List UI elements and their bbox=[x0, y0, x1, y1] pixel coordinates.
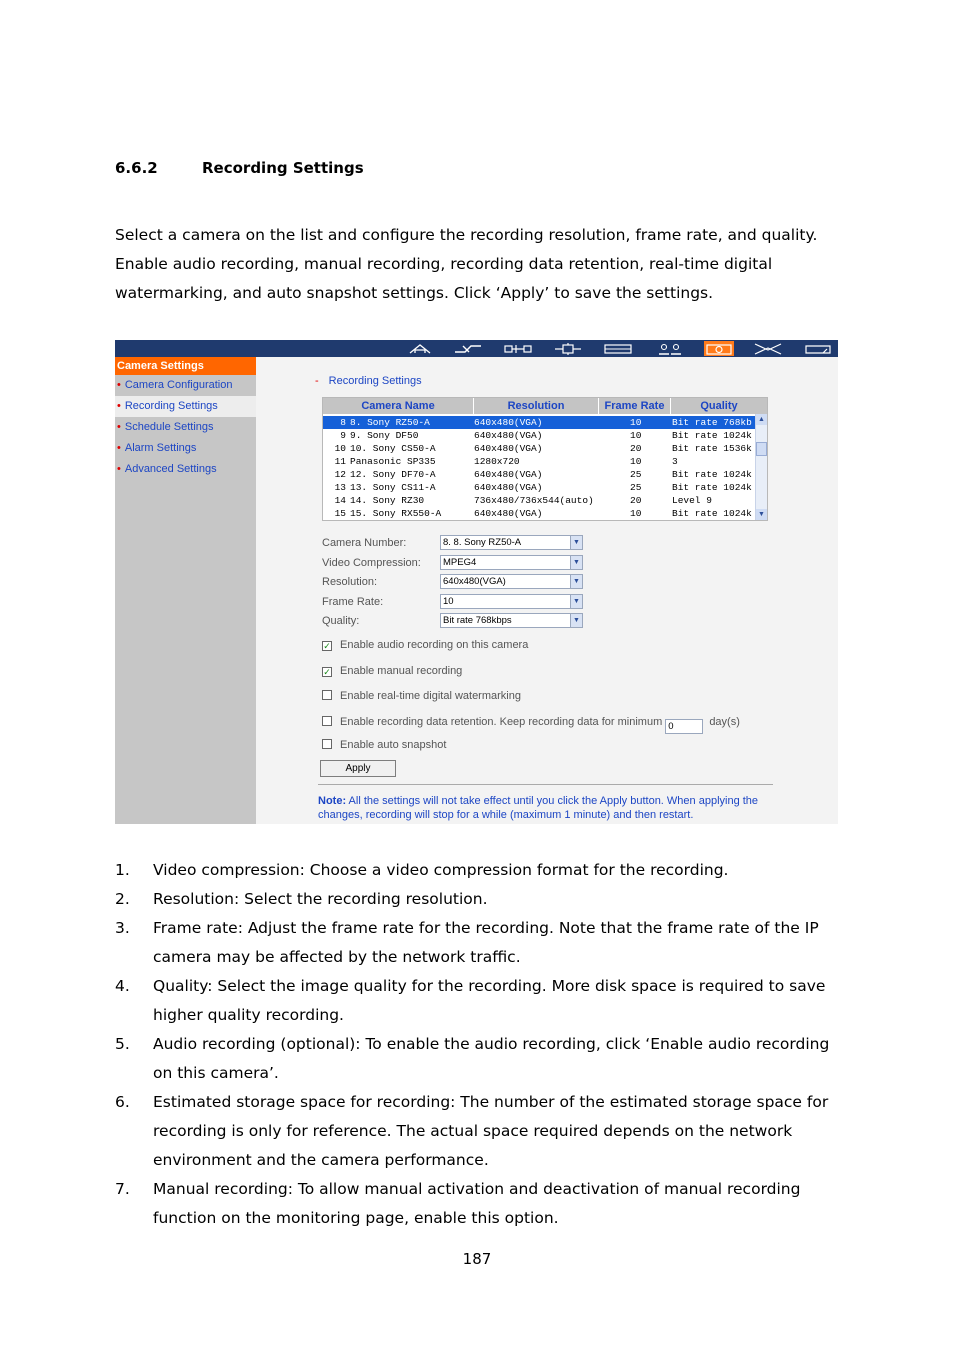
top-toolbar bbox=[115, 340, 838, 357]
cell-resolution: 640x480(VGA) bbox=[474, 443, 543, 454]
section-number: 6.6.2 bbox=[115, 159, 158, 177]
intro-paragraph: Select a camera on the list and configure the recording resolution, frame rate, and quality. Enable audio recording, manual recording, recording data retention, real-time digital watermarking, and auto snapshot settings. Click ‘Apply’ to save the settings. bbox=[115, 226, 818, 302]
list-item-number: 6. bbox=[115, 1093, 130, 1111]
recording-form bbox=[322, 534, 622, 632]
sidebar-item-alarm-settings[interactable] bbox=[115, 438, 256, 459]
sidebar-item-label: Schedule Settings bbox=[124, 421, 214, 433]
bullet-icon: • bbox=[117, 379, 121, 391]
cell-quality: Bit rate 1024k bbox=[672, 430, 752, 441]
table-row[interactable] bbox=[323, 416, 755, 429]
cell-quality: Bit rate 768kb bbox=[672, 417, 752, 428]
section-heading bbox=[115, 159, 364, 177]
cell-quality: Bit rate 1024k bbox=[672, 469, 752, 480]
home-icon[interactable] bbox=[405, 341, 435, 356]
cell-frame-rate: 10 bbox=[630, 508, 642, 519]
settings-sidebar bbox=[115, 357, 256, 824]
cell-frame-rate: 10 bbox=[630, 456, 642, 467]
cell-quality: Bit rate 1536k bbox=[672, 443, 752, 454]
audio-recording-option[interactable] bbox=[322, 639, 528, 651]
list-item-number: 3. bbox=[115, 919, 130, 937]
list-item-text: Audio recording (optional): To enable the audio recording, click ‘Enable audio recording on this camera’. bbox=[153, 1035, 830, 1082]
sidebar-item-recording-settings[interactable] bbox=[115, 396, 256, 417]
network-settings-icon[interactable] bbox=[553, 341, 583, 356]
apply-button[interactable]: Apply bbox=[320, 760, 396, 777]
manual-recording-checkbox[interactable]: ✓ bbox=[323, 667, 331, 677]
cell-camera-name: 8. Sony RZ50-A bbox=[350, 417, 430, 428]
list-item-text: Video compression: Choose a video compression format for the recording. bbox=[153, 861, 729, 879]
frame-rate-select[interactable] bbox=[440, 594, 583, 609]
cell-camera-name: 10. Sony CS50-A bbox=[350, 443, 436, 454]
col-camera-name: Camera Name bbox=[323, 398, 474, 414]
cell-resolution: 640x480(VGA) bbox=[474, 417, 543, 428]
page-number: 187 bbox=[462, 1250, 492, 1268]
list-item-number: 2. bbox=[115, 890, 130, 908]
cell-frame-rate: 20 bbox=[630, 495, 642, 506]
list-item-text: Resolution: Select the recording resolution. bbox=[153, 890, 488, 908]
video-compression-row bbox=[322, 554, 622, 574]
auto-snapshot-option[interactable] bbox=[322, 739, 446, 751]
note-body: All the settings will not take effect until you click the Apply button. When applying the changes, recording will stop for a while (maximum 1 minute) and then restart. bbox=[318, 795, 759, 821]
table-row[interactable] bbox=[323, 507, 755, 520]
cell-quality: Bit rate 1024k bbox=[672, 508, 752, 519]
camera-settings-icon[interactable] bbox=[704, 341, 734, 356]
sidebar-item-label: Camera Configuration bbox=[124, 379, 233, 391]
quality-select[interactable] bbox=[440, 613, 583, 628]
user-management-icon[interactable] bbox=[655, 341, 685, 356]
numbered-list bbox=[115, 856, 845, 1233]
list-item bbox=[115, 972, 845, 1030]
resolution-select[interactable] bbox=[440, 574, 583, 589]
retention-label: Enable recording data retention. Keep recording data for minimum bbox=[340, 716, 663, 728]
scroll-down-icon[interactable]: ▼ bbox=[756, 509, 767, 520]
manual-recording-option[interactable] bbox=[322, 665, 462, 677]
camera-number-label: Camera Number: bbox=[322, 537, 407, 549]
cell-frame-rate: 10 bbox=[630, 417, 642, 428]
quick-config-icon[interactable] bbox=[453, 341, 483, 356]
list-item-number: 4. bbox=[115, 977, 130, 995]
resolution-label: Resolution: bbox=[322, 576, 378, 588]
system-tools-icon[interactable] bbox=[753, 341, 783, 356]
list-item bbox=[115, 1030, 845, 1088]
cell-frame-rate: 20 bbox=[630, 443, 642, 454]
frame-rate-label: Frame Rate: bbox=[322, 595, 384, 608]
chevron-down-icon: ▼ bbox=[570, 536, 582, 549]
cell-resolution: 640x480(VGA) bbox=[474, 430, 543, 441]
cell-quality: Bit rate 1024k bbox=[672, 482, 752, 493]
chevron-down-icon: ▼ bbox=[570, 614, 582, 627]
sidebar-item-label: Advanced Settings bbox=[124, 463, 217, 475]
table-scrollbar[interactable] bbox=[755, 414, 767, 520]
table-row[interactable] bbox=[323, 481, 755, 494]
list-item-number: 1. bbox=[115, 861, 130, 879]
list-item bbox=[115, 885, 845, 914]
col-resolution: Resolution bbox=[474, 398, 599, 414]
camera-number-value: 8. 8. Sony RZ50-A bbox=[443, 537, 522, 548]
list-item bbox=[115, 856, 845, 885]
section-title: Recording Settings bbox=[202, 159, 364, 177]
table-row[interactable] bbox=[323, 468, 755, 481]
cell-camera-name: 14. Sony RZ30 bbox=[350, 495, 425, 506]
cell-resolution: 640x480(VGA) bbox=[474, 508, 543, 519]
table-body bbox=[323, 416, 755, 520]
watermark-checkbox[interactable] bbox=[322, 690, 332, 700]
frame-rate-row bbox=[322, 593, 622, 613]
retention-checkbox[interactable] bbox=[322, 716, 332, 726]
cell-camera-name: 13. Sony CS11-A bbox=[350, 482, 436, 493]
video-compression-select[interactable] bbox=[440, 555, 583, 570]
system-settings-icon[interactable] bbox=[503, 341, 533, 356]
watermark-label: Enable real-time digital watermarking bbox=[340, 690, 521, 702]
table-row[interactable] bbox=[323, 494, 755, 507]
chevron-down-icon: ▼ bbox=[570, 556, 582, 569]
sidebar-item-label: Recording Settings bbox=[124, 400, 218, 412]
cell-camera-name: 9. Sony DF50 bbox=[350, 430, 419, 441]
row-index: 13 bbox=[334, 482, 346, 493]
table-row[interactable] bbox=[323, 442, 755, 455]
retention-option[interactable] bbox=[322, 716, 740, 734]
bullet-icon: • bbox=[117, 442, 121, 454]
note-text bbox=[318, 794, 778, 822]
sidebar-item-schedule-settings[interactable] bbox=[115, 417, 256, 438]
list-item-text: Frame rate: Adjust the frame rate for the recording. Note that the frame rate of the IP camera may be affected by the network traffic. bbox=[153, 919, 819, 966]
list-item-text: Manual recording: To allow manual activation and deactivation of manual recording function on the monitoring page, enable this option. bbox=[153, 1180, 801, 1227]
cell-camera-name: Panasonic SP335 bbox=[350, 456, 436, 467]
recording-settings-screenshot bbox=[115, 340, 838, 824]
table-row[interactable] bbox=[323, 429, 755, 442]
resolution-value: 640x480(VGA) bbox=[443, 576, 506, 587]
cell-camera-name: 15. Sony RX550-A bbox=[350, 508, 442, 519]
system-logs-icon[interactable] bbox=[803, 341, 833, 356]
bullet-icon: • bbox=[117, 421, 121, 433]
col-quality: Quality bbox=[700, 400, 738, 412]
list-item bbox=[115, 1175, 845, 1233]
quality-row bbox=[322, 612, 622, 632]
content-panel bbox=[256, 357, 838, 824]
scroll-thumb[interactable] bbox=[756, 442, 767, 456]
manual-recording-label: Enable manual recording bbox=[340, 665, 463, 677]
storage-settings-icon[interactable] bbox=[603, 341, 633, 356]
row-index: 8 bbox=[340, 417, 346, 428]
row-index: 12 bbox=[334, 469, 346, 480]
cell-resolution: 736x480/736x544(auto) bbox=[474, 495, 594, 506]
list-item-number: 7. bbox=[115, 1180, 130, 1198]
chevron-down-icon: ▼ bbox=[570, 595, 582, 608]
breadcrumb-label: Recording Settings bbox=[328, 375, 422, 387]
retention-days-input[interactable]: 0 bbox=[665, 719, 703, 734]
camera-list-table bbox=[322, 397, 768, 521]
frame-rate-value: 10 bbox=[443, 595, 454, 607]
breadcrumb bbox=[315, 375, 422, 387]
camera-number-row bbox=[322, 534, 622, 554]
list-item-text: Quality: Select the image quality for the recording. More disk space is required to save higher quality recording. bbox=[153, 977, 826, 1024]
cell-frame-rate: 25 bbox=[630, 482, 642, 493]
list-item-number: 5. bbox=[115, 1035, 130, 1053]
row-index: 11 bbox=[334, 456, 346, 467]
cell-resolution: 640x480(VGA) bbox=[474, 482, 543, 493]
cell-quality: Level 9 bbox=[672, 495, 712, 506]
col-frame-rate: Frame Rate bbox=[599, 398, 671, 414]
video-compression-value: MPEG4 bbox=[443, 556, 477, 568]
row-index: 14 bbox=[334, 495, 346, 506]
auto-snapshot-checkbox[interactable] bbox=[322, 739, 332, 749]
cell-camera-name: 12. Sony DF70-A bbox=[350, 469, 436, 480]
table-row[interactable] bbox=[323, 455, 755, 468]
list-item-text: Estimated storage space for recording: The number of the estimated storage space for recording is only for reference. The actual space required depends on the network environment and the camera performance. bbox=[153, 1093, 829, 1169]
list-item bbox=[115, 914, 845, 972]
cell-resolution: 640x480(VGA) bbox=[474, 469, 543, 480]
sidebar-item-label: Alarm Settings bbox=[124, 442, 197, 454]
watermark-option[interactable] bbox=[322, 690, 521, 702]
quality-label: Quality: bbox=[322, 615, 360, 627]
chevron-down-icon: ▼ bbox=[570, 575, 582, 588]
quality-value: Bit rate 768kbps bbox=[443, 615, 512, 626]
collapse-icon[interactable]: - bbox=[315, 375, 319, 387]
table-header bbox=[323, 398, 767, 414]
scroll-up-icon[interactable]: ▲ bbox=[756, 414, 767, 425]
bullet-icon: • bbox=[117, 400, 121, 412]
sidebar-title: Camera Settings bbox=[115, 357, 256, 375]
auto-snapshot-label: Enable auto snapshot bbox=[340, 739, 447, 751]
divider bbox=[318, 784, 773, 785]
row-index: 9 bbox=[340, 430, 346, 441]
cell-frame-rate: 25 bbox=[630, 469, 642, 480]
audio-recording-label: Enable audio recording on this camera bbox=[340, 639, 529, 651]
cell-frame-rate: 10 bbox=[630, 430, 642, 441]
cell-quality: 3 bbox=[672, 456, 678, 467]
sidebar-item-advanced-settings[interactable] bbox=[115, 459, 256, 480]
list-item bbox=[115, 1088, 845, 1175]
bullet-icon: • bbox=[117, 463, 121, 475]
sidebar-item-camera-configuration[interactable] bbox=[115, 375, 256, 396]
cell-resolution: 1280x720 bbox=[474, 456, 520, 467]
note-label: Note: bbox=[318, 795, 347, 807]
audio-recording-checkbox[interactable]: ✓ bbox=[323, 641, 331, 651]
resolution-row bbox=[322, 573, 622, 593]
row-index: 15 bbox=[334, 508, 346, 519]
row-index: 10 bbox=[334, 443, 346, 454]
camera-number-select[interactable] bbox=[440, 535, 583, 550]
video-compression-label: Video Compression: bbox=[322, 556, 421, 569]
retention-unit: day(s) bbox=[709, 716, 740, 728]
